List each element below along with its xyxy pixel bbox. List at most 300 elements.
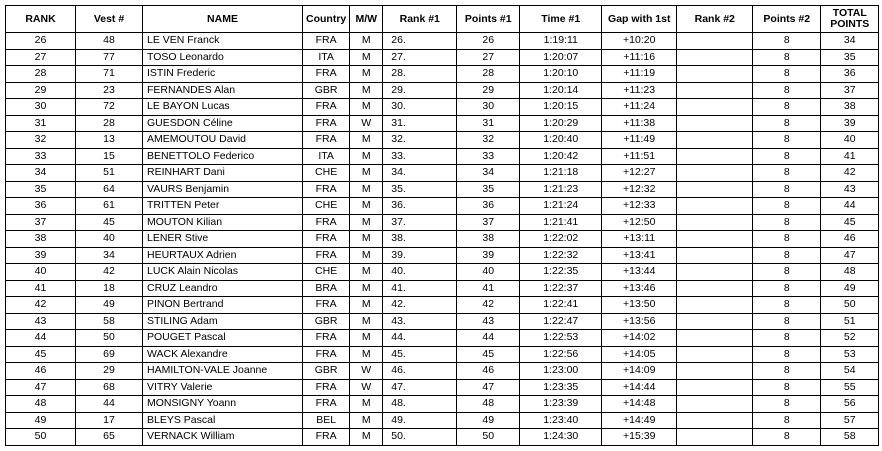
table-row [6,49,879,66]
country-cell: FRA [303,132,350,149]
rank2-cell [677,313,753,330]
gender-cell: M [350,148,383,165]
rank-cell: 26 [6,33,76,50]
time1-cell: 1:20:42 [520,148,602,165]
name-cell: BENETTOLO Federico [143,148,303,165]
name-cell: FERNANDES Alan [143,82,303,99]
gap-cell: +11:38 [602,115,677,132]
time1-cell: 1:21:41 [520,214,602,231]
country-cell: ITA [303,148,350,165]
rank2-cell [677,247,753,264]
rank-cell: 43 [6,313,76,330]
name-cell: PINON Bertrand [143,297,303,314]
gap-cell: +11:24 [602,99,677,116]
vest-cell: 68 [76,379,143,396]
gender-cell: M [350,198,383,215]
rank-cell: 28 [6,66,76,83]
gap-cell: +14:49 [602,412,677,429]
name-cell: VITRY Valerie [143,379,303,396]
rank1-cell: 50. [383,429,457,446]
points1-cell: 42 [457,297,520,314]
table-row [6,198,879,215]
table-row [6,247,879,264]
name-cell: CRUZ Leandro [143,280,303,297]
time1-cell: 1:22:32 [520,247,602,264]
total-points-cell: 40 [821,132,879,149]
rank-cell: 41 [6,280,76,297]
total-points-cell: 44 [821,198,879,215]
total-points-cell: 35 [821,49,879,66]
time1-cell: 1:20:07 [520,49,602,66]
rank1-cell: 31. [383,115,457,132]
gap-cell: +11:23 [602,82,677,99]
table-row [6,115,879,132]
country-cell: FRA [303,429,350,446]
gap-cell: +11:51 [602,148,677,165]
table-row [6,165,879,182]
rank-cell: 38 [6,231,76,248]
points1-cell: 36 [457,198,520,215]
header-vest: Vest # [76,6,143,33]
points1-cell: 29 [457,82,520,99]
header-rank1: Rank #1 [383,6,457,33]
points1-cell: 35 [457,181,520,198]
points1-cell: 50 [457,429,520,446]
points1-cell: 31 [457,115,520,132]
gap-cell: +12:50 [602,214,677,231]
time1-cell: 1:22:41 [520,297,602,314]
points2-cell: 8 [753,313,821,330]
table-row [6,297,879,314]
country-cell: BEL [303,412,350,429]
points2-cell: 8 [753,429,821,446]
time1-cell: 1:20:40 [520,132,602,149]
points2-cell: 8 [753,66,821,83]
total-points-cell: 45 [821,214,879,231]
rank1-cell: 32. [383,132,457,149]
table-row [6,379,879,396]
rank-cell: 49 [6,412,76,429]
gender-cell: M [350,280,383,297]
rank2-cell [677,181,753,198]
time1-cell: 1:22:53 [520,330,602,347]
total-points-cell: 41 [821,148,879,165]
rank1-cell: 46. [383,363,457,380]
table-row [6,280,879,297]
time1-cell: 1:23:35 [520,379,602,396]
rank-cell: 47 [6,379,76,396]
vest-cell: 65 [76,429,143,446]
gap-cell: +14:02 [602,330,677,347]
points2-cell: 8 [753,247,821,264]
name-cell: WACK Alexandre [143,346,303,363]
gender-cell: M [350,396,383,413]
points1-cell: 39 [457,247,520,264]
country-cell: FRA [303,330,350,347]
gender-cell: M [350,132,383,149]
header-rank2: Rank #2 [677,6,753,33]
vest-cell: 44 [76,396,143,413]
country-cell: FRA [303,297,350,314]
points1-cell: 46 [457,363,520,380]
total-points-cell: 49 [821,280,879,297]
vest-cell: 28 [76,115,143,132]
points2-cell: 8 [753,297,821,314]
total-points-cell: 53 [821,346,879,363]
rank1-cell: 44. [383,330,457,347]
rank-cell: 39 [6,247,76,264]
vest-cell: 40 [76,231,143,248]
gap-cell: +13:50 [602,297,677,314]
points2-cell: 8 [753,412,821,429]
vest-cell: 51 [76,165,143,182]
country-cell: FRA [303,346,350,363]
country-cell: CHE [303,264,350,281]
results-table [5,5,879,446]
time1-cell: 1:22:02 [520,231,602,248]
name-cell: LENER Stive [143,231,303,248]
vest-cell: 18 [76,280,143,297]
rank1-cell: 37. [383,214,457,231]
table-row [6,264,879,281]
gender-cell: M [350,82,383,99]
gender-cell: M [350,412,383,429]
rank2-cell [677,99,753,116]
points2-cell: 8 [753,82,821,99]
table-row [6,231,879,248]
header-gap: Gap with 1st [602,6,677,33]
country-cell: FRA [303,214,350,231]
points1-cell: 48 [457,396,520,413]
rank1-cell: 29. [383,82,457,99]
name-cell: POUGET Pascal [143,330,303,347]
points2-cell: 8 [753,198,821,215]
rank-cell: 32 [6,132,76,149]
rank2-cell [677,412,753,429]
rank2-cell [677,66,753,83]
name-cell: BLEYS Pascal [143,412,303,429]
total-points-cell: 54 [821,363,879,380]
rank-cell: 37 [6,214,76,231]
gender-cell: M [350,231,383,248]
time1-cell: 1:22:35 [520,264,602,281]
rank2-cell [677,82,753,99]
total-points-cell: 43 [821,181,879,198]
total-points-cell: 56 [821,396,879,413]
total-points-cell: 42 [821,165,879,182]
rank1-cell: 38. [383,231,457,248]
vest-cell: 69 [76,346,143,363]
rank1-cell: 27. [383,49,457,66]
gender-cell: M [350,33,383,50]
rank-cell: 31 [6,115,76,132]
gender-cell: M [350,330,383,347]
gender-cell: M [350,429,383,446]
gap-cell: +13:46 [602,280,677,297]
gender-cell: M [350,247,383,264]
total-points-cell: 52 [821,330,879,347]
rank-cell: 46 [6,363,76,380]
points2-cell: 8 [753,148,821,165]
gap-cell: +10:20 [602,33,677,50]
rank2-cell [677,346,753,363]
points1-cell: 27 [457,49,520,66]
gender-cell: W [350,363,383,380]
gap-cell: +14:44 [602,379,677,396]
header-name: NAME [143,6,303,33]
country-cell: GBR [303,82,350,99]
points2-cell: 8 [753,280,821,297]
vest-cell: 77 [76,49,143,66]
points2-cell: 8 [753,99,821,116]
gender-cell: M [350,66,383,83]
rank2-cell [677,148,753,165]
gap-cell: +14:05 [602,346,677,363]
gender-cell: M [350,346,383,363]
rank2-cell [677,363,753,380]
table-row [6,132,879,149]
name-cell: VERNACK William [143,429,303,446]
gap-cell: +14:09 [602,363,677,380]
points1-cell: 45 [457,346,520,363]
vest-cell: 49 [76,297,143,314]
rank2-cell [677,33,753,50]
rank-cell: 40 [6,264,76,281]
country-cell: FRA [303,33,350,50]
points2-cell: 8 [753,346,821,363]
rank1-cell: 39. [383,247,457,264]
table-row [6,363,879,380]
rank2-cell [677,297,753,314]
name-cell: TRITTEN Peter [143,198,303,215]
points2-cell: 8 [753,379,821,396]
rank1-cell: 43. [383,313,457,330]
rank1-cell: 45. [383,346,457,363]
rank2-cell [677,198,753,215]
table-row [6,330,879,347]
name-cell: STILING Adam [143,313,303,330]
table-row [6,66,879,83]
rank-cell: 34 [6,165,76,182]
rank1-cell: 26. [383,33,457,50]
total-points-cell: 39 [821,115,879,132]
rank1-cell: 41. [383,280,457,297]
gap-cell: +12:33 [602,198,677,215]
table-row [6,396,879,413]
vest-cell: 58 [76,313,143,330]
name-cell: ISTIN Frederic [143,66,303,83]
time1-cell: 1:21:23 [520,181,602,198]
table-row [6,214,879,231]
points2-cell: 8 [753,49,821,66]
rank1-cell: 40. [383,264,457,281]
table-row [6,313,879,330]
rank2-cell [677,379,753,396]
rank2-cell [677,280,753,297]
name-cell: MOUTON Kilian [143,214,303,231]
gap-cell: +13:11 [602,231,677,248]
gap-cell: +13:44 [602,264,677,281]
name-cell: LE VEN Franck [143,33,303,50]
rank1-cell: 42. [383,297,457,314]
time1-cell: 1:21:24 [520,198,602,215]
name-cell: LUCK Alain Nicolas [143,264,303,281]
total-points-cell: 38 [821,99,879,116]
header-time1: Time #1 [520,6,602,33]
vest-cell: 48 [76,33,143,50]
table-row [6,412,879,429]
rank2-cell [677,396,753,413]
name-cell: VAURS Benjamin [143,181,303,198]
time1-cell: 1:20:15 [520,99,602,116]
rank-cell: 29 [6,82,76,99]
country-cell: FRA [303,396,350,413]
total-points-cell: 36 [821,66,879,83]
points1-cell: 38 [457,231,520,248]
vest-cell: 64 [76,181,143,198]
points1-cell: 47 [457,379,520,396]
gender-cell: M [350,181,383,198]
gap-cell: +11:16 [602,49,677,66]
vest-cell: 45 [76,214,143,231]
name-cell: HEURTAUX Adrien [143,247,303,264]
country-cell: ITA [303,49,350,66]
rank2-cell [677,231,753,248]
total-points-cell: 55 [821,379,879,396]
gender-cell: M [350,264,383,281]
total-points-cell: 48 [821,264,879,281]
name-cell: AMEMOUTOU David [143,132,303,149]
points1-cell: 33 [457,148,520,165]
rank1-cell: 47. [383,379,457,396]
header-points2: Points #2 [753,6,821,33]
gender-cell: W [350,115,383,132]
vest-cell: 72 [76,99,143,116]
time1-cell: 1:22:47 [520,313,602,330]
name-cell: GUESDON Céline [143,115,303,132]
rank-cell: 30 [6,99,76,116]
gap-cell: +11:19 [602,66,677,83]
country-cell: FRA [303,379,350,396]
table-row [6,33,879,50]
total-points-cell: 51 [821,313,879,330]
rank1-cell: 28. [383,66,457,83]
points1-cell: 28 [457,66,520,83]
gender-cell: M [350,165,383,182]
time1-cell: 1:20:10 [520,66,602,83]
rank1-cell: 34. [383,165,457,182]
points1-cell: 37 [457,214,520,231]
total-points-cell: 57 [821,412,879,429]
results-body [6,33,879,446]
country-cell: FRA [303,99,350,116]
points1-cell: 40 [457,264,520,281]
gender-cell: M [350,313,383,330]
rank2-cell [677,330,753,347]
gap-cell: +12:32 [602,181,677,198]
rank2-cell [677,264,753,281]
rank2-cell [677,429,753,446]
country-cell: GBR [303,313,350,330]
country-cell: FRA [303,115,350,132]
rank2-cell [677,132,753,149]
gap-cell: +13:56 [602,313,677,330]
table-row [6,148,879,165]
header-total-points: TOTAL POINTS [821,6,879,33]
rank1-cell: 49. [383,412,457,429]
points1-cell: 44 [457,330,520,347]
rank1-cell: 35. [383,181,457,198]
points1-cell: 41 [457,280,520,297]
vest-cell: 23 [76,82,143,99]
rank-cell: 36 [6,198,76,215]
vest-cell: 71 [76,66,143,83]
total-points-cell: 34 [821,33,879,50]
vest-cell: 50 [76,330,143,347]
header-rank: RANK [6,6,76,33]
gender-cell: M [350,214,383,231]
table-row [6,346,879,363]
points2-cell: 8 [753,214,821,231]
gap-cell: +14:48 [602,396,677,413]
total-points-cell: 50 [821,297,879,314]
rank1-cell: 33. [383,148,457,165]
rank1-cell: 36. [383,198,457,215]
rank1-cell: 30. [383,99,457,116]
points2-cell: 8 [753,330,821,347]
country-cell: BRA [303,280,350,297]
rank-cell: 27 [6,49,76,66]
header-points1: Points #1 [457,6,520,33]
total-points-cell: 58 [821,429,879,446]
rank-cell: 33 [6,148,76,165]
country-cell: CHE [303,198,350,215]
gender-cell: M [350,297,383,314]
points2-cell: 8 [753,33,821,50]
time1-cell: 1:23:40 [520,412,602,429]
table-row [6,429,879,446]
points2-cell: 8 [753,165,821,182]
country-cell: GBR [303,363,350,380]
gender-cell: M [350,49,383,66]
points2-cell: 8 [753,115,821,132]
header-gender: M/W [350,6,383,33]
country-cell: FRA [303,231,350,248]
rank2-cell [677,49,753,66]
rank2-cell [677,214,753,231]
points1-cell: 49 [457,412,520,429]
rank-cell: 48 [6,396,76,413]
points1-cell: 32 [457,132,520,149]
time1-cell: 1:22:56 [520,346,602,363]
table-row [6,181,879,198]
rank-cell: 35 [6,181,76,198]
points2-cell: 8 [753,264,821,281]
time1-cell: 1:20:29 [520,115,602,132]
points1-cell: 26 [457,33,520,50]
vest-cell: 13 [76,132,143,149]
header-row [6,6,879,33]
rank-cell: 42 [6,297,76,314]
name-cell: REINHART Dani [143,165,303,182]
rank1-cell: 48. [383,396,457,413]
vest-cell: 61 [76,198,143,215]
rank-cell: 45 [6,346,76,363]
name-cell: TOSO Leonardo [143,49,303,66]
name-cell: HAMILTON-VALE Joanne [143,363,303,380]
vest-cell: 29 [76,363,143,380]
time1-cell: 1:21:18 [520,165,602,182]
